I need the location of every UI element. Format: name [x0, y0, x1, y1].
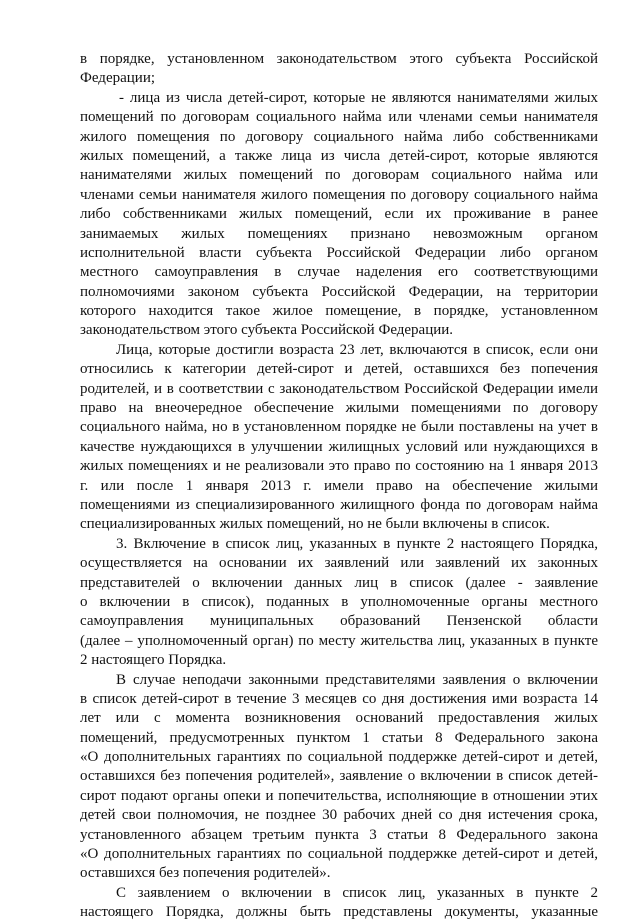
text-line: которого находится такое жилое помещение, в порядке, установленном [80, 303, 598, 320]
text-line: представителей о включении данных лиц в список (далее - заявление [80, 574, 598, 591]
text-line: детей свои полномочия, не позднее 30 рабочих дней со дня истечения срока, [80, 807, 598, 824]
text-line: - лица из числа детей-сирот, которые не являются нанимателями жилых [119, 89, 598, 106]
text-line: полномочиями законом субъекта Российской Федерации, на территории [80, 283, 598, 300]
text-line: сирот подают органы опеки и попечительства, исполняющие в отношении этих [80, 787, 598, 804]
text-line: помещениями из специализированного жилищного фонда по договорам найма [80, 496, 598, 513]
text-line: помещений по договорам социального найма или членами семьи нанимателя [80, 109, 598, 126]
text-line: занимаемых жилых помещениях признано невозможным органом [80, 225, 598, 242]
text-line: относились к категории детей-сирот и детей, оставшихся без попечения [80, 361, 598, 378]
text-line: 3. Включение в список лиц, указанных в пункте 2 настоящего Порядка, [116, 535, 598, 552]
text-line: либо собственниками жилых помещений, если их проживание в ранее [80, 206, 598, 223]
text-line: г. или после 1 января 2013 г. имели право на обеспечение жилыми [80, 477, 598, 494]
text-line: о включении в список), поданных в уполномоченные органы местного [80, 593, 598, 610]
text-line: исполнительной власти субъекта Российской Федерации либо органом [80, 244, 598, 261]
text-line: членами семьи нанимателя жилого помещения по договору социального найма [80, 186, 598, 203]
text-line: местного самоуправления в случае наделения его соответствующими [80, 264, 598, 281]
text-line: жилого помещения по договору социального найма либо собственниками [80, 128, 598, 145]
text-line: настоящего Порядка, должны быть представлены документы, указанные [80, 904, 598, 921]
text-line: помещений, предусмотренных пунктом 1 статьи 8 Федерального закона [80, 729, 598, 746]
text-line: в список детей-сирот в течение 3 месяцев со дня достижения ими возраста 14 [80, 690, 598, 707]
text-line: В случае неподачи законными представителями заявления о включении [116, 671, 598, 688]
text-line: самоуправления муниципальных образований Пензенской области [80, 613, 598, 630]
document-body [80, 50, 598, 923]
text-line: (далее – уполномоченный орган) по месту жительства лиц, указанных в пункте [80, 632, 598, 649]
text-line: в порядке, установленном законодательством этого субъекта Российской [80, 51, 598, 67]
text-line: С заявлением о включении в список лиц, указанных в пункте 2 [116, 884, 598, 901]
text-line: осуществляется на основании их заявлений или заявлений их законных [80, 555, 598, 572]
text-line: качестве нуждающихся в улучшении жилищных условий или нуждающихся в [80, 438, 598, 455]
text-line: оставшихся без попечения родителей», заявление о включении в список детей- [80, 768, 598, 785]
text-line: законодательством этого субъекта Российской Федерации. [80, 322, 454, 339]
text-line: «О дополнительных гарантиях по социальной поддержке детей-сирот и детей, [80, 749, 598, 766]
text-line: 2 настоящего Порядка. [80, 652, 227, 669]
text-line: родителей, и в соответствии с законодательством Российской Федерации имели [80, 380, 598, 397]
text-line: право на внеочередное обеспечение жилыми помещениями по договору [80, 400, 598, 417]
text-line: оставшихся без попечения родителей». [80, 865, 331, 882]
text-line: жилых помещениях и не реализовали это право по состоянию на 1 января 2013 [80, 458, 598, 475]
text-line: установленного абзацем третьим пункта 3 статьи 8 Федерального закона [80, 826, 598, 843]
text-line: жилых помещений, а также лица из числа детей-сирот, которые являются [80, 147, 598, 164]
text-line: Лица, которые достигли возраста 23 лет, включаются в список, если они [116, 341, 598, 358]
text-line: нанимателями жилых помещений по договорам социального найма или [80, 167, 598, 184]
text-line: Федерации; [80, 70, 156, 87]
text-line: социального найма, но в установленном порядке не были поставлены на учет в [80, 419, 598, 436]
text-line: «О дополнительных гарантиях по социальной поддержке детей-сирот и детей, [80, 846, 598, 863]
text-line: специализированных жилых помещений, но не были включены в список. [80, 516, 550, 533]
text-line: лет или с момента возникновения оснований предоставления жилых [80, 710, 598, 727]
